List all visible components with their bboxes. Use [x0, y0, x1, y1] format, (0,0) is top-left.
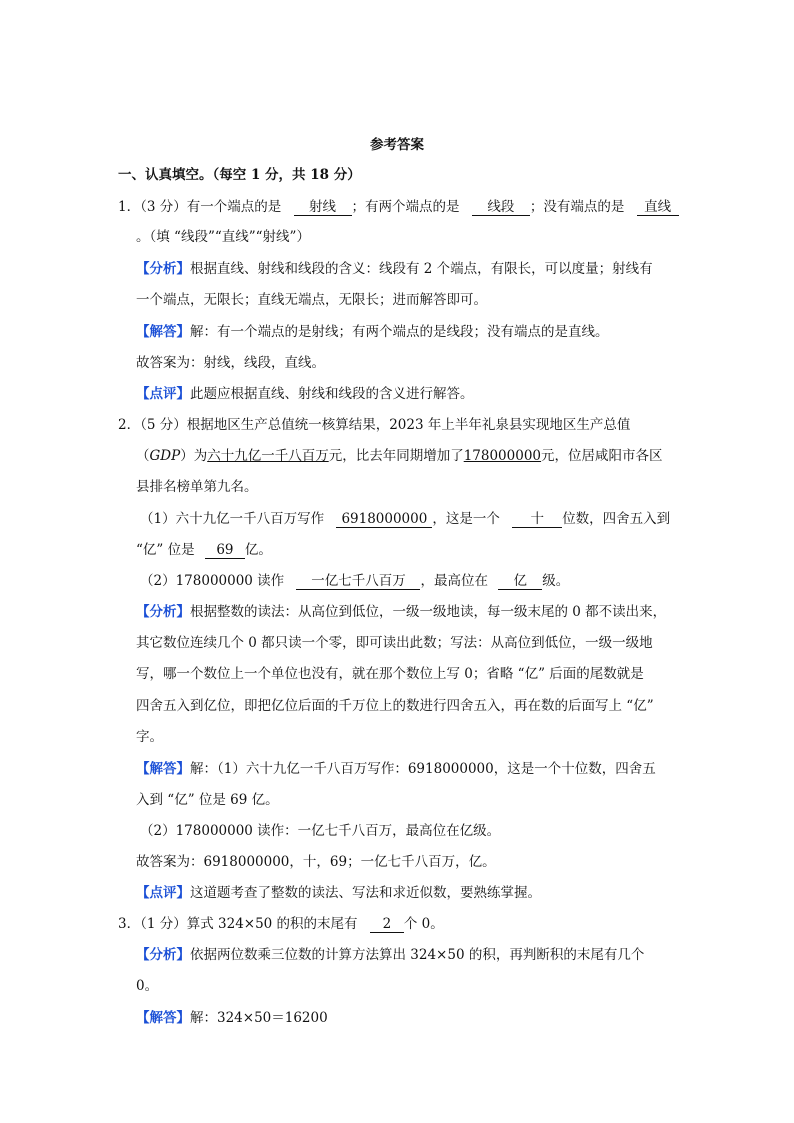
answer-tag: 【解答】	[136, 324, 190, 340]
analysis-text: 根据直线、射线和线段的含义：线段有 2 个端点，有限长，可以度量；射线有	[190, 261, 653, 277]
q2-p1-text-a: （1）六十九亿一千八百万写作	[140, 511, 325, 527]
q1-analysis-1	[136, 259, 653, 279]
answer-text: 解：324×50＝16200	[190, 1010, 328, 1026]
q2-analysis-3: 写，哪一个数位上一个单位也没有，就在那个数位上写 0；省略 “亿” 后面的尾数就是	[136, 666, 644, 682]
q3-answer-1	[136, 1008, 328, 1028]
q1-comment	[136, 384, 474, 404]
comment-text: 这道题考查了整数的读法、写法和求近似数，要熟练掌握。	[190, 885, 541, 901]
q2-part2	[140, 571, 569, 591]
q2-analysis-4: 四舍五入到亿位，即把亿位后面的千万位上的数进行四舍五入，再在数的后面写上 “亿”	[136, 698, 654, 714]
q1-analysis-2: 一个端点，无限长；直线无端点，无限长；进而解答即可。	[136, 292, 487, 308]
q1-mid-1: ；有两个端点的是	[351, 199, 460, 215]
analysis-text: 根据整数的读法：从高位到低位，一级一级地读，每一级末尾的 0 都不读出来，	[190, 604, 667, 620]
q1-blank-2: 线段	[472, 199, 530, 216]
comment-tag: 【点评】	[136, 386, 190, 402]
analysis-text: 依据两位数乘三位数的计算方法算出 324×50 的积，再判断积的末尾有几个	[190, 947, 645, 963]
page-title: 参考答案	[370, 137, 424, 153]
q2-text-d: 元，位居咸阳市各区	[541, 448, 663, 464]
q2-underlined-2: 178000000	[463, 448, 542, 464]
q2-text-b: ）为	[180, 448, 208, 464]
q3-blank: 2	[370, 916, 404, 933]
q2-p1-blank-1: 6918000000	[336, 511, 432, 528]
q1-blank-3: 直线	[637, 199, 679, 216]
q2-p1-text-c: ，这是一个	[432, 511, 500, 527]
q2-p2-text-a: （2）178000000 读作	[140, 573, 285, 589]
q2-analysis-1	[136, 602, 666, 622]
q2-p1-text-e: “亿” 位是	[136, 542, 195, 558]
q2-analysis-5: 字。	[136, 729, 163, 745]
q2-p2-blank-1: 一亿七千八百万	[296, 573, 420, 590]
comment-tag: 【点评】	[136, 885, 190, 901]
q2-answer-3: （2）178000000 读作：一亿七千八百万，最高位在亿级。	[140, 823, 501, 839]
analysis-tag: 【分析】	[136, 947, 190, 963]
q1-mid-2: ；没有端点的是	[529, 199, 625, 215]
q1-prefix: 1．（3 分）有一个端点的是	[118, 199, 282, 215]
q2-part1-line2	[136, 540, 272, 560]
q2-p2-blank-2: 亿	[498, 573, 542, 590]
q2-answer-4: 故答案为：6918000000，十，69；一亿七千八百万，亿。	[136, 854, 496, 870]
q2-stem-3: 县排名榜单第九名。	[136, 479, 258, 495]
q2-part1-line1	[140, 509, 670, 529]
q2-p2-text-c: ，最高位在	[420, 573, 488, 589]
q1-stem	[118, 197, 679, 217]
q3-text-a: 3．（1 分）算式 324×50 的积的末尾有	[118, 916, 358, 932]
q3-stem	[118, 914, 444, 934]
q2-p1-text-d: 位数，四舍五入到	[562, 511, 671, 527]
answer-tag: 【解答】	[136, 761, 190, 777]
q1-stem-2: 。（填 “线段”“直线”“射线”）	[136, 229, 310, 245]
analysis-tag: 【分析】	[136, 261, 190, 277]
comment-text: 此题应根据直线、射线和线段的含义进行解答。	[190, 386, 474, 402]
q2-answer-1	[136, 759, 656, 779]
answer-text: 解：（1）六十九亿一千八百万写作：6918000000，这是一个十位数，四舍五	[190, 761, 656, 777]
q2-answer-2: 入到 “亿” 位是 69 亿。	[136, 792, 279, 808]
q3-text-b: 个 0。	[403, 916, 444, 932]
q1-answer-2: 故答案为：射线，线段，直线。	[136, 355, 325, 371]
analysis-tag: 【分析】	[136, 604, 190, 620]
q2-p1-blank-2: 十	[512, 511, 562, 528]
q2-gdp: GDP	[149, 448, 181, 464]
q3-analysis-1	[136, 945, 644, 965]
q2-text-c: 元，比去年同期增加了	[328, 448, 464, 464]
section-heading: 一、认真填空。（每空 1 分，共 18 分）	[118, 167, 361, 183]
q2-p1-text-f: 亿。	[244, 542, 272, 558]
q2-paren-open: （	[136, 448, 150, 464]
q2-stem-1: 2．（5 分）根据地区生产总值统一核算结果，2023 年上半年礼泉县实现地区生产总值	[118, 417, 631, 433]
q1-answer-1	[136, 322, 609, 342]
answer-text: 解：有一个端点的是射线；有两个端点的是线段；没有端点的是直线。	[190, 324, 609, 340]
q2-analysis-2: 其它数位连续几个 0 都只读一个零，即可读出此数；写法：从高位到低位，一级一级地	[136, 635, 653, 651]
q3-analysis-2: 0。	[136, 978, 159, 994]
q2-underlined-1: 六十九亿一千八百万	[207, 448, 329, 464]
q2-comment	[136, 883, 541, 903]
q2-stem-2	[136, 446, 663, 466]
q1-blank-1: 射线	[294, 199, 352, 216]
q2-p1-blank-3: 69	[205, 542, 245, 559]
q2-p2-text-d: 级。	[542, 573, 570, 589]
answer-tag: 【解答】	[136, 1010, 190, 1026]
